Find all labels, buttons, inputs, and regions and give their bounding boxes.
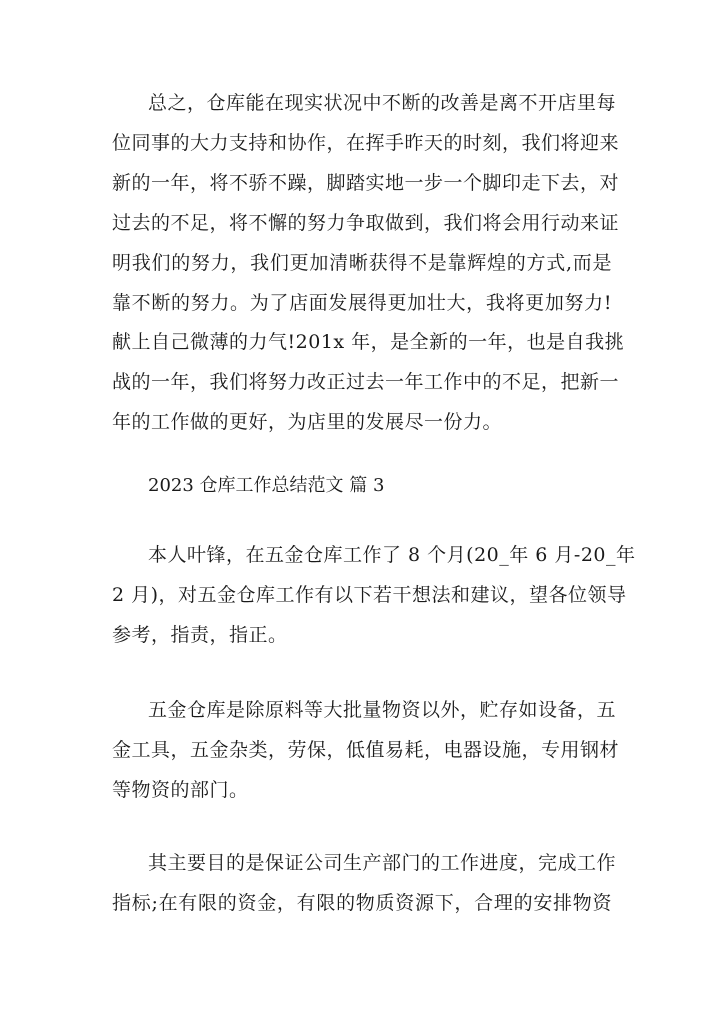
paragraph-line: 靠不断的努力。为了店面发展得更加壮大，我将更加努力! [112, 292, 612, 314]
paragraph-line: 明我们的努力，我们更加清晰获得不是靠辉煌的方式,而是 [112, 252, 612, 274]
paragraph-line: 过去的不足，将不懈的努力争取做到，我们将会用行动来证 [112, 212, 620, 234]
paragraph-line: 献上自己微薄的力气!201x 年，是全新的一年，也是自我挑 [112, 331, 625, 353]
paragraph-line: 战的一年，我们将努力改正过去一年工作中的不足，把新一 [112, 371, 620, 393]
section-heading: 2023 仓库工作总结范文 篇 3 [148, 475, 385, 496]
paragraph-line: 位同事的大力支持和协作，在挥手昨天的时刻，我们将迎来 [112, 132, 620, 154]
paragraph-line: 等物资的部门。 [112, 779, 249, 801]
paragraph-line: 年的工作做的更好，为店里的发展尽一份力。 [112, 411, 503, 433]
paragraph-line: 新的一年，将不骄不躁，脚踏实地一步一个脚印走下去，对 [112, 172, 620, 194]
paragraph-line: 指标;在有限的资金，有限的物质资源下，合理的安排物资 [112, 892, 612, 914]
paragraph-line: 总之，仓库能在现实状况中不断的改善是离不开店里每 [148, 92, 617, 114]
paragraph-line: 2 月)，对五金仓库工作有以下若干想法和建议，望各位领导 [112, 584, 627, 606]
paragraph-line: 其主要目的是保证公司生产部门的工作进度，完成工作 [148, 852, 617, 874]
paragraph-line: 本人叶锋，在五金仓库工作了 8 个月(20_年 6 月-20_年 [148, 544, 636, 566]
paragraph-line: 参考，指责，指正。 [112, 624, 288, 646]
paragraph-line: 金工具，五金杂类，劳保，低值易耗，电器设施，专用钢材 [112, 739, 620, 761]
paragraph-line: 五金仓库是除原料等大批量物资以外，贮存如设备，五 [148, 699, 617, 721]
